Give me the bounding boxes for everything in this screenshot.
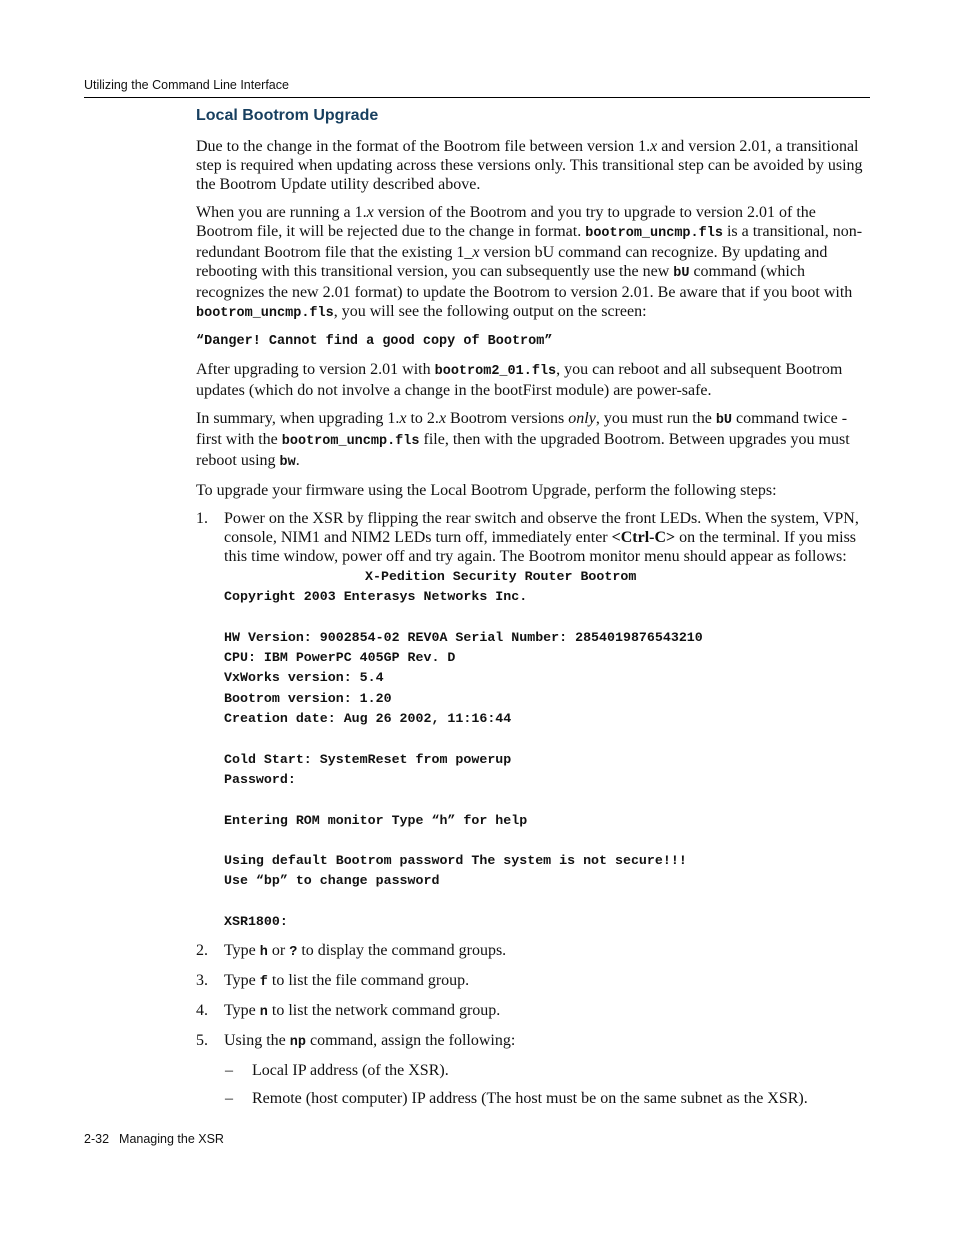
step-item: 4. Type n to list the network command group. xyxy=(196,1002,501,1021)
step-item: 1. Power on the XSR by flipping the rear switch and observe the front LEDs. When the system, VPN, console, NIM1 and NIM2 LEDs turn off, immediately enter <Ctrl-C> on the terminal. If you miss this time window, power off and try again. The Bootrom monitor menu should appear as follows: X-Pedition Security Router Bootrom Copyright 2003 Enterasys Networks Inc. HW Version: 9002854-02 REV0A Serial Number: 2854019876543210 CPU: IBM PowerPC 405GP Rev. D VxWorks version: 5.4 Bootrom version: 1.20 Creation date: Aug 26 2002, 11:16:44 Cold Start: SystemReset from powerup Password: Entering ROM monitor Type “h” for help Using default Bootrom password The system is not secure!!! Use “bp” to change password XSR1800: xyxy=(196,509,870,932)
command-code: ? xyxy=(289,945,298,961)
command-code: bU xyxy=(715,413,733,428)
step-number: 4. xyxy=(196,1002,208,1020)
command-code: n xyxy=(259,1005,268,1021)
address-list xyxy=(196,1061,870,1108)
steps-list xyxy=(196,509,870,1052)
page-footer xyxy=(84,1132,224,1146)
console-output: X-Pedition Security Router Bootrom Copyright 2003 Enterasys Networks Inc. HW Version: 9002854-02 REV0A Serial Number: 2854019876543210 CPU: IBM PowerPC 405GP Rev. D VxWorks version: 5.4 Bootrom version: 1.20 Creation date: Aug 26 2002, 11:16:44 Cold Start: SystemReset from powerup Password: Entering ROM monitor Type “h” for help Using default Bootrom password The system is not secure!!! Use “bp” to change password XSR1800: xyxy=(224,569,703,930)
filename-code: bootrom2_01.fls xyxy=(434,364,557,379)
header-rule xyxy=(84,97,870,98)
dash-marker: – xyxy=(225,1090,233,1108)
step-number: 5. xyxy=(196,1032,208,1050)
section-title: Local Bootrom Upgrade xyxy=(196,107,379,124)
step-number: 1. xyxy=(196,510,208,527)
filename-code: bootrom_uncmp.fls xyxy=(281,434,420,449)
step-item: 5. Using the np command, assign the following: xyxy=(196,1032,516,1051)
command-code: f xyxy=(259,975,268,991)
page-number: 2-32 xyxy=(84,1132,110,1146)
step-item: 3. Type f to list the file command group. xyxy=(196,972,470,991)
step-item: 2. Type h or ? to display the command groups. xyxy=(196,942,507,961)
command-code: bw xyxy=(279,455,296,470)
filename-code: bootrom_uncmp.fls xyxy=(585,226,723,241)
paragraph-transitional-file: When you are running a 1.x version of the Bootrom and you try to upgrade to version 2.01 of the Bootrom file, it will be rejected due to the change in format. bootrom_uncmp.fls is a transitional, non-redundant Bootrom file that the existing 1_x version bU command can recognize. By updating and rebooting with this transitional version, you can subsequently use the new bU command (which recognizes the new 2.01 format) to update the Bootrom to version 2.01. Be aware that if you boot with bootrom_uncmp.fls, you will see the following output on the screen: xyxy=(196,204,863,321)
body-text xyxy=(196,137,870,1117)
dash-marker: – xyxy=(225,1062,233,1080)
step-number: 3. xyxy=(196,972,208,990)
paragraph-summary: In summary, when upgrading 1.x to 2.x Bootrom versions only, you must run the bU command twice - first with the bootrom_uncmp.fls file, then with the upgraded Bootrom. Between upgrades you must reboot using bw. xyxy=(196,410,850,470)
filename-code: bootrom_uncmp.fls xyxy=(196,306,334,321)
command-code: h xyxy=(259,945,268,961)
paragraph-format-change: Due to the change in the format of the Bootrom file between version 1.x and version 2.01, a transitional step is required when updating across these versions only. This transitional step can be avoided by using the Bootrom Update utility described above. xyxy=(196,138,863,193)
chapter-title: Managing the XSR xyxy=(119,1132,224,1146)
command-code: np xyxy=(289,1035,306,1051)
running-header: Utilizing the Command Line Interface xyxy=(84,78,289,92)
list-item: – Local IP address (of the XSR). xyxy=(225,1062,449,1080)
paragraph-after-upgrade: After upgrading to version 2.01 with bootrom2_01.fls, you can reboot and all subsequent Bootrom updates (which do not involve a change in the bootFirst module) are power-safe. xyxy=(196,361,843,399)
key-combo: <Ctrl-C> xyxy=(611,529,676,546)
list-item: – Remote (host computer) IP address (The host must be on the same subnet as the XSR). xyxy=(225,1090,808,1108)
step-number: 2. xyxy=(196,942,208,960)
paragraph-steps-intro: To upgrade your firmware using the Local Bootrom Upgrade, perform the following steps: xyxy=(196,482,777,499)
command-code: bU xyxy=(673,266,690,281)
danger-output: “Danger! Cannot find a good copy of Bootrom” xyxy=(196,334,553,349)
